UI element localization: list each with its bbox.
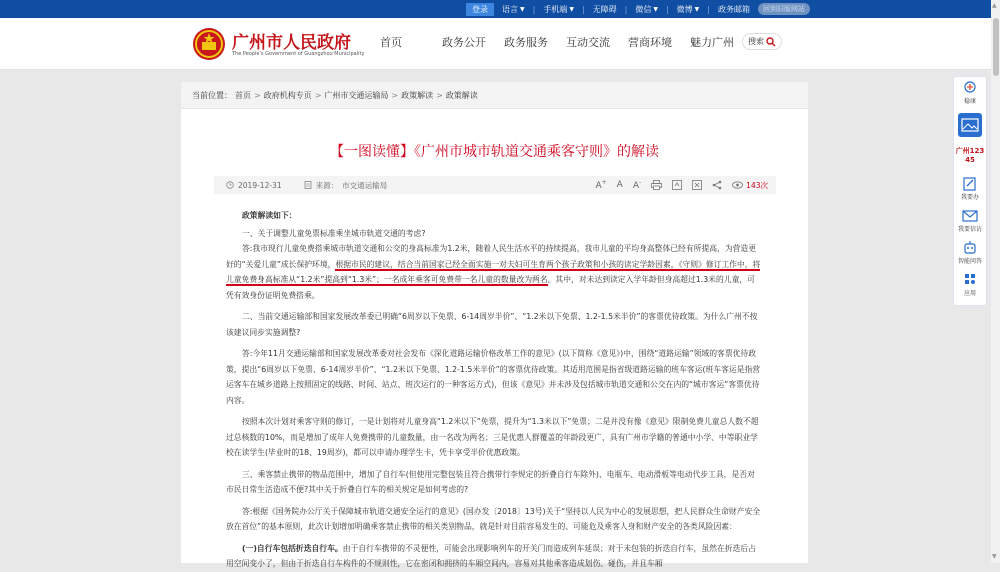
wechat-label: 微信 [635, 4, 652, 14]
chevron-right-icon: > [254, 90, 261, 100]
favorite-icon[interactable] [672, 180, 682, 190]
nav-business-environment[interactable]: 营商环境 [628, 36, 672, 49]
site-header [0, 18, 1000, 70]
nav-charming-guangzhou[interactable]: 魅力广州 [690, 36, 734, 49]
smart-qa-label: 智能问答 [957, 258, 982, 265]
top-utility-bar [0, 0, 1000, 18]
gov-mail-label: 政务邮箱 [718, 4, 750, 14]
site-title[interactable]: 广州市人民政府 [232, 33, 351, 53]
smart-qa-button[interactable] [954, 241, 986, 265]
breadcrumb-prefix: 当前位置： [192, 90, 232, 100]
font-reset-button[interactable]: A [616, 180, 623, 190]
view-count-value: 143次 [746, 180, 768, 190]
answer-2-paragraph-2: 按照本次计划对乘客守则的修订，一是计划将对儿童身高“1.2米以下”免票，提升为“1.3米以下”免票；二是并没有像《意见》限制免费儿童总人数不超过总核数的10%，而是增加了成年人免费携带的儿童数量，由一名改为两名；三是优惠人群覆盖的年龄段更广，具有广州市学籍的普通中小学、中等职业学校在读学生(毕业时的18、19周岁)，都可以申请办理学生卡，凭卡享受半价优惠政策。 [226, 417, 759, 457]
clock-icon [226, 181, 234, 189]
divider: | [665, 4, 669, 14]
chevron-down-icon: ▼ [694, 5, 700, 13]
scroll-down-icon[interactable]: ▼ [992, 553, 997, 560]
language-label: 语言 [501, 4, 518, 14]
answer-1-part-1: 答:我市现行儿童免费搭乘城市轨道交通和公交的身高标准为1.2米，随着人民生活水平的持续提高，我市儿童的平均身高整体已经有所提高，为营造更好的“关爱儿童”成长保护环境， [226, 244, 757, 269]
chevron-right-icon: > [391, 90, 399, 100]
plus-icon: + [601, 179, 607, 186]
eye-icon [732, 181, 743, 189]
answer-1-part-3: ，其中，对未达到读定入学年龄但身高超过1.3米的儿童，可凭有效身份证明免费搭乘。 [226, 275, 755, 300]
accessibility-label: 无障碍 [592, 4, 617, 14]
top-utility-links [466, 0, 810, 18]
question-1: 一、关于调整儿童免票标准乘坐城市轨道交通的考虑? [242, 228, 426, 238]
petition-button[interactable] [954, 209, 986, 233]
breadcrumb-item-home[interactable]: 首页 [235, 90, 251, 100]
nav-home[interactable]: 首页 [380, 36, 402, 49]
search-button[interactable] [742, 33, 782, 50]
right-floating-toolbar [953, 76, 987, 306]
mobile-menu[interactable] [543, 4, 574, 15]
wenkang-button[interactable] [954, 81, 986, 105]
answer-3-paragraph-1: 答:根据《国务院办公厅关于保障城市轨道交通安全运行的意见》(国办发〔2018〕13号)关于“坚持以人民为中心的发展思想，把人民群众生命财产安全放在首位”的基本原则，此次计划增加明确乘客禁止携带的相关类别物品，就是针对目前容易发生的、可能危及乘客人身和财产安全的各类风险因素： [226, 506, 761, 531]
scrollbar-thumb[interactable] [993, 18, 999, 76]
weibo-menu[interactable] [677, 4, 700, 15]
nav-gov-services[interactable]: 政务服务 [504, 36, 548, 49]
chevron-down-icon: ▼ [519, 5, 525, 13]
hotline-12345-button[interactable] [954, 147, 986, 165]
answer-1 [226, 241, 762, 303]
scrollbar-track[interactable] [991, 0, 1000, 563]
answer-1-highlight-2: 《守则》修订工作中，将儿童免费身高标准从“1.2米”提高到“1.3米”；一名成年乘客可免费带一名儿童的数量改为两名 [226, 259, 761, 284]
petition-label: 我要信访 [957, 226, 982, 233]
share-icon[interactable] [712, 180, 722, 190]
answer-3-subheading: (一)自行车包括折迭自行车。 [242, 543, 343, 553]
answer-3-paragraph-2 [226, 541, 762, 572]
site-subtitle: The People's Government of Guangzhou Municipality [232, 51, 365, 57]
body-lead: 政策解读如下： [242, 211, 297, 220]
old-version-button[interactable]: 回到旧版网站 [758, 3, 810, 15]
chevron-right-icon: > [436, 90, 443, 100]
font-large-label: A [595, 181, 602, 191]
search-label: 搜索 [748, 37, 764, 46]
print-icon[interactable] [651, 180, 662, 190]
publish-date-value: 2019-12-31 [238, 180, 282, 190]
answer-3-paragraph-2-text: 由于自行车携带的不灵便性，可能会出现影响列车的开关门而造成列车延误；对于未包装的折迭自行车，虽然在折迭后占用空间变小了，但由于折迭自行车构件的不规则性，它在密闭和拥挤的车厢空间内，容易对其他乘客造成划伤、碰伤，并且车厢 [226, 543, 756, 568]
nav-interaction[interactable]: 互动交流 [566, 36, 610, 49]
picture-news-button[interactable] [958, 113, 982, 137]
hotline-12345-label: 广州12345 [955, 147, 985, 164]
apps-button[interactable] [954, 273, 986, 297]
publish-date [226, 181, 282, 190]
minus-icon: - [639, 179, 642, 186]
source-label: 来源： [315, 180, 339, 190]
breadcrumb [181, 82, 808, 109]
answer-2-paragraph-1: 答:今年11月交通运输部和国家发展改革委对社会发布《深化道路运输价格改革工作的意见》(以下简称《意见》)中，围绕“道路运输”领域的客票优待政策，提出“6周岁以下免票、6-14周岁半价”、“1.2米以下免票、1.2-1.5米半价”的客票优待政策。其适用范围是指省级道路运输的班车客运(班车客运是指营运客车在城乡道路上按照固定的线路、时间、站点、班次运行的一种客运方式)，但该《意见》并未涉及包括城市轨道交通和公交在内的“城市客运”客票优待内容。 [226, 349, 761, 405]
question-3: 三、乘客禁止携带的物品范围中，增加了自行车(但使用完整包装且符合携带行李规定的折叠自行车除外)、电瓶车、电动滑板等电动代步工具，是否对市民日常生活造成不便?其中关于折叠自行车的相关规定是如何考虑的? [226, 469, 755, 494]
font-increase-button[interactable] [595, 179, 606, 191]
divider: | [581, 4, 585, 14]
gov-mail-link[interactable] [718, 4, 750, 15]
apps-label: 应用 [963, 290, 976, 297]
language-menu[interactable] [502, 4, 525, 15]
national-emblem-icon [192, 26, 226, 62]
mail-icon [961, 209, 979, 223]
wechat-menu[interactable] [635, 4, 658, 15]
document-icon [304, 181, 312, 189]
mobile-label: 手机端 [543, 4, 568, 14]
close-icon[interactable] [692, 180, 702, 190]
breadcrumb-item-gov-agencies[interactable]: 政府机构专页 [263, 90, 312, 100]
article-body [226, 208, 762, 572]
wo-yao-ban-label: 我要办 [960, 194, 979, 201]
main-nav [380, 34, 752, 50]
wo-yao-ban-button[interactable] [954, 177, 986, 201]
chevron-down-icon: ▼ [569, 5, 574, 13]
question-2: 二、当前交通运输部和国家发展改革委已明确“6周岁以下免票、6-14周岁半价”、“1.2米以下免票、1.2-1.5米半价”的客票优待政策。为什么广州不按该建议同步实施调整? [226, 312, 758, 337]
article-title: 【一图读懂】《广州市城市轨道交通乘客守则》的解读 [330, 144, 659, 160]
breadcrumb-item-transport-bureau[interactable]: 广州市交通运输局 [324, 90, 389, 100]
accessibility-link[interactable] [593, 4, 617, 15]
nav-gov-affairs-open[interactable]: 政务公开 [442, 36, 486, 49]
breadcrumb-item-policy-interpretation[interactable]: 政策解读 [401, 90, 434, 100]
chevron-right-icon: > [314, 90, 322, 100]
article-tools [595, 176, 768, 194]
chevron-down-icon: ▼ [653, 5, 658, 13]
apps-grid-icon [961, 273, 979, 287]
scroll-up-icon[interactable]: ▲ [992, 2, 997, 9]
answer-1-highlight-1: 根据市民的建议，结合当前国家已经全面实施一对夫妇可生育两个孩子政策和小孩的读定学龄因素， [335, 259, 679, 269]
edit-icon [961, 177, 979, 191]
font-decrease-button[interactable] [633, 179, 641, 191]
wenkang-label: 稳康 [963, 98, 976, 105]
font-small-label: A [632, 181, 639, 191]
source-value: 市交通运输局 [342, 180, 388, 190]
article-source [304, 180, 388, 191]
divider: | [624, 4, 628, 14]
search-icon [766, 37, 776, 47]
view-count [732, 180, 768, 191]
weibo-label: 微博 [676, 4, 693, 14]
divider: | [707, 4, 710, 14]
divider: | [532, 4, 536, 14]
login-button[interactable]: 登录 [466, 3, 494, 16]
article-panel [181, 82, 808, 568]
health-icon [961, 81, 979, 95]
article-meta-bar [214, 176, 776, 194]
breadcrumb-item-policy-interpretation-sub[interactable]: 政策解读 [445, 90, 478, 100]
image-icon [958, 113, 982, 137]
robot-icon [961, 241, 979, 255]
